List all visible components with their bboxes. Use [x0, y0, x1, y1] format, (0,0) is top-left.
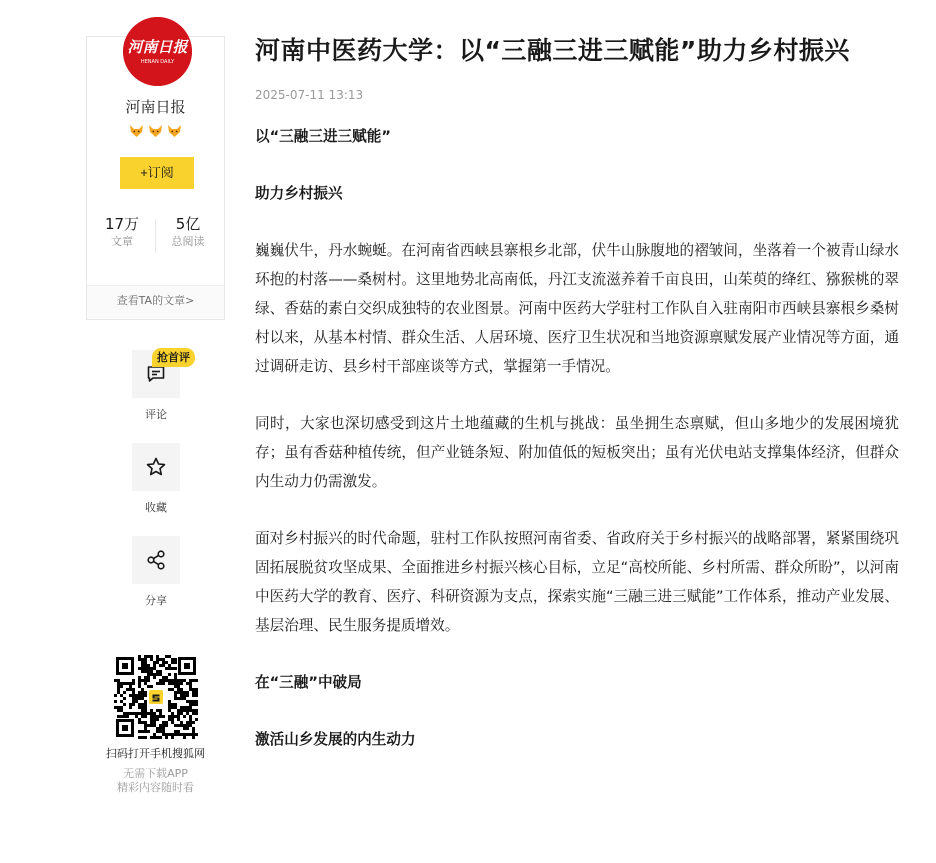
- view-author-articles-link[interactable]: 查看TA的文章>: [87, 285, 224, 319]
- share-label: 分享: [145, 594, 167, 607]
- article-paragraph: 巍巍伏牛，丹水蜿蜒。在河南省西峡县寨根乡北部，伏牛山脉腹地的褶皱间，坐落着一个被青山绿水环抱的村落——桑树村。这里地势北高南低，丹江支流滋养着千亩良田，山茱萸的绛红、猕猴桃的翠绿、香菇的素白交织成独特的农业图景。河南中医药大学驻村工作队自入驻南阳市西峡县寨根乡桑树村以来，从基本村情、群众生活、人居环境、医疗卫生状况和当地资源禀赋发展产业情况等方面，通过调研走访、县乡村干部座谈等方式，掌握第一手情况。: [255, 242, 899, 375]
- avatar-logo-text: 河南日报: [127, 38, 188, 56]
- comment-action[interactable]: [132, 350, 190, 422]
- subscribe-button[interactable]: +订阅: [120, 157, 194, 189]
- article: [255, 32, 899, 754]
- article-subheading: 助力乡村振兴: [255, 185, 343, 202]
- collect-button[interactable]: [132, 443, 180, 491]
- article-date: 2025-07-11 13:13: [255, 88, 364, 102]
- author-name[interactable]: 河南日报: [125, 98, 186, 116]
- article-paragraph: 面对乡村振兴的时代命题，驻村工作队按照河南省委、省政府关于乡村振兴的战略部署，紧紧围绕巩固拓展脱贫攻坚成果、全面推进乡村振兴核心目标，立足“高校所能、乡村所需、群众所盼”，以河南中医药大学的教育、医疗、科研资源为支点，探索实施“三融三进三赋能”工作体系，推动产业发展、基层治理、民生服务提质增效。: [255, 530, 900, 634]
- collect-label: 收藏: [145, 501, 167, 514]
- avatar-logo-subtext: HENAN DAILY: [140, 59, 175, 65]
- fox-badge-icon: [129, 124, 144, 138]
- author-stats: [87, 215, 224, 255]
- comment-icon: [146, 364, 166, 384]
- stat-reads-value: 5亿: [175, 215, 201, 233]
- qr-caption: 扫码打开手机搜狐网: [106, 747, 205, 760]
- stat-articles-value: 17万: [104, 215, 140, 233]
- article-subheading: 以“三融三进三赋能”: [255, 128, 391, 145]
- qr-code-image: [114, 655, 198, 739]
- comment-button[interactable]: [132, 350, 190, 398]
- fox-badge-icon: [148, 124, 163, 138]
- fox-badge-icon: [167, 124, 182, 138]
- first-comment-badge: 抢首评: [152, 348, 195, 367]
- henan-daily-logo: [123, 17, 192, 86]
- stat-articles: [92, 215, 152, 251]
- collect-action[interactable]: [132, 443, 180, 515]
- share-action[interactable]: [132, 536, 180, 608]
- stat-divider: [155, 219, 156, 253]
- stat-reads: [158, 215, 218, 251]
- qr-subcaption-line-1: 无需下载APP: [123, 767, 188, 780]
- article-paragraph: 同时，大家也深切感受到这片土地蕴藏的生机与挑战：虽坐拥生态禀赋，但山多地少的发展困境犹存；虽有香菇种植传统，但产业链条短、附加值低的短板突出；虽有光伏电站支撑集体经济，但群众内生动力仍需激发。: [255, 415, 899, 490]
- author-avatar[interactable]: [123, 17, 192, 86]
- article-subheading: 激活山乡发展的内生动力: [255, 731, 416, 748]
- sohu-logo-icon: [149, 690, 163, 704]
- author-card: [86, 36, 225, 320]
- star-icon: [145, 456, 167, 478]
- share-icon: [145, 549, 167, 571]
- stat-articles-label: 文章: [111, 235, 133, 248]
- article-title: 河南中医药大学：以“三融三进三赋能”助力乡村振兴: [255, 36, 850, 65]
- qr-code: [114, 655, 198, 739]
- qr-subcaption-line-2: 精彩内容随时看: [117, 781, 194, 794]
- article-subheading: 在“三融”中破局: [255, 674, 362, 691]
- qr-subcaption: [86, 767, 225, 795]
- stat-reads-label: 总阅读: [171, 235, 205, 248]
- comment-label: 评论: [145, 408, 167, 421]
- author-badges: [87, 124, 224, 140]
- share-button[interactable]: [132, 536, 180, 584]
